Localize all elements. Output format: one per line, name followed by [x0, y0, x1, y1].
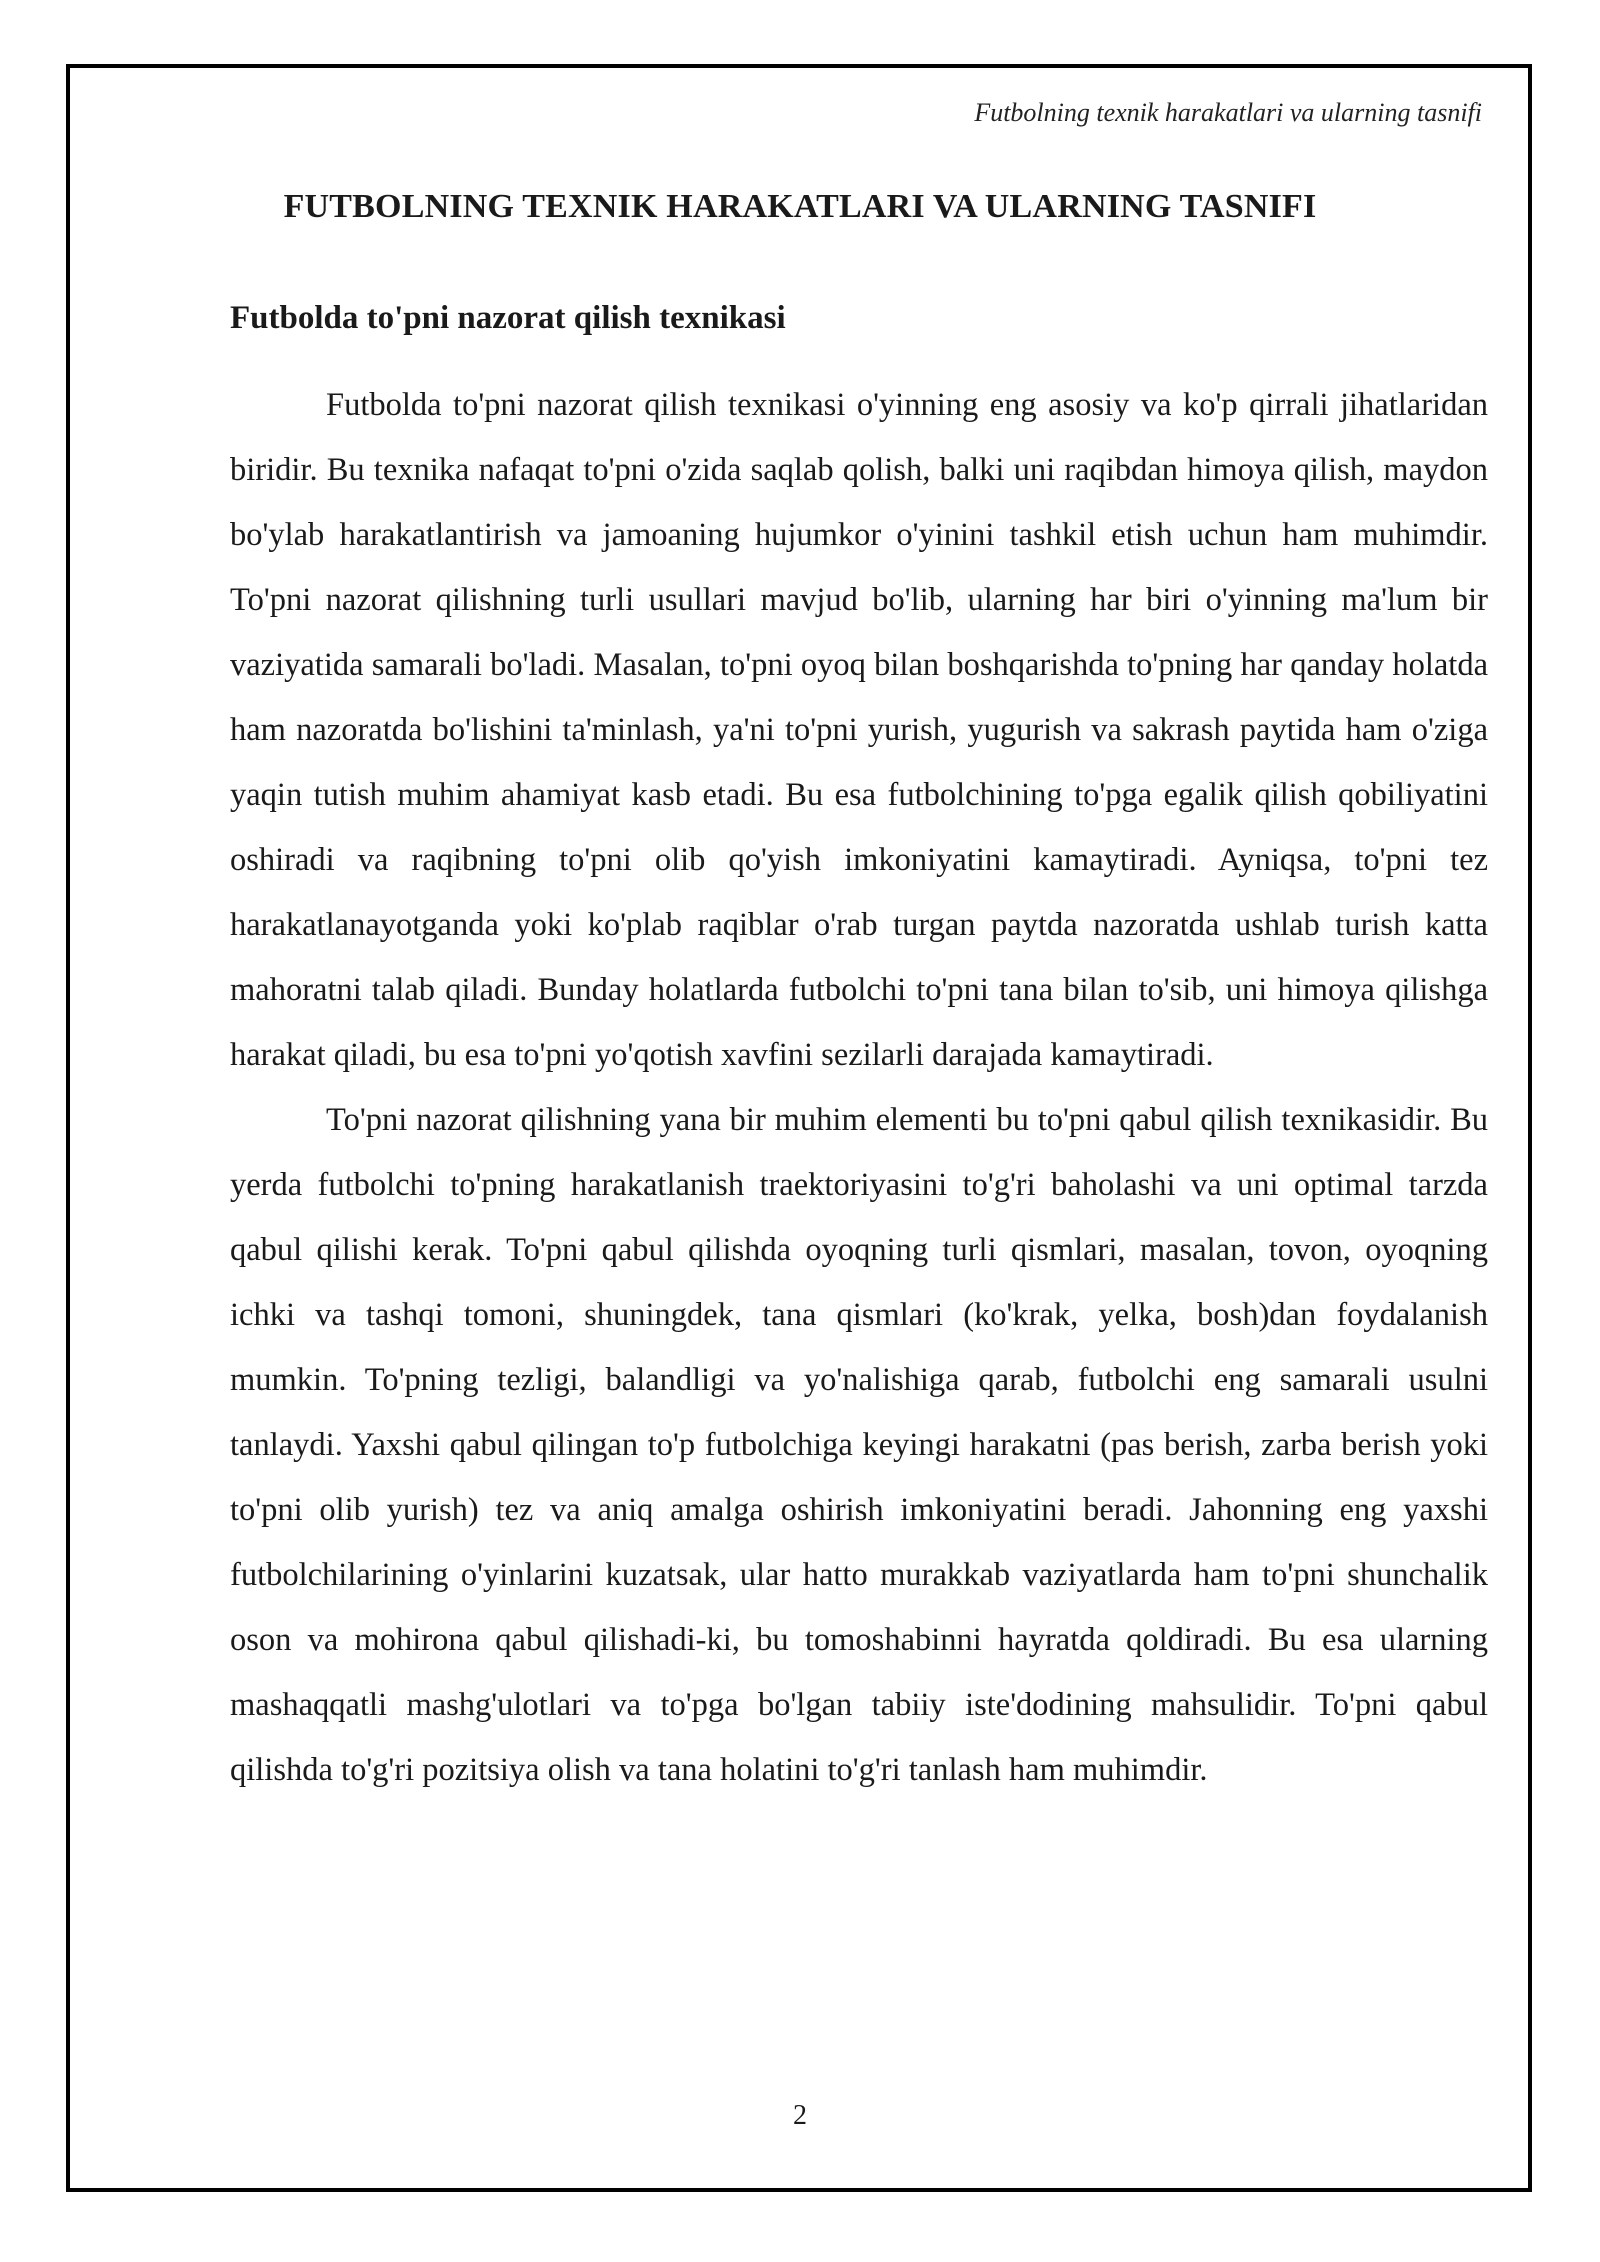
document-title: FUTBOLNING TEXNIK HARAKATLARI VA ULARNING TASNIFI — [283, 188, 1317, 225]
paragraph: Futbolda to'pni nazorat qilish texnikasi o'yinning eng asosiy va ko'p qirrali jihatlaridan biridir. Bu texnika nafaqat to'pni o'zida saqlab qolish, balki uni raqibdan himoya qilish, maydon bo'ylab harakatlantirish va jamoaning hujumkor o'yinini tashkil etish uchun ham muhimdir. To'pni nazorat qilishning turli usullari mavjud bo'lib, ularning har biri o'yinning ma'lum bir vaziyatida samarali bo'ladi. Masalan, to'pni oyoq bilan boshqarishda to'pning har qanday holatda ham nazoratda bo'lishini ta'minlash, ya'ni to'pni yurish, yugurish va sakrash paytida ham o'ziga yaqin tutish muhim ahamiyat kasb etadi. Bu esa futbolchining to'pga egalik qilish qobiliyatini oshiradi va raqibning to'pni olib qo'yish imkoniyatini kamaytiradi. Ayniqsa, to'pni tez harakatlanayotganda yoki ko'plab raqiblar o'rab turgan paytda nazoratda ushlab turish katta mahoratni talab qiladi. Bunday holatlarda futbolchi to'pni tana bilan to'sib, uni himoya qilishga harakat qiladi, bu esa to'pni yo'qotish xavfini sezilarli darajada kamaytiradi. — [230, 387, 1488, 1073]
body-text — [230, 373, 1488, 1803]
paragraph: To'pni nazorat qilishning yana bir muhim elementi bu to'pni qabul qilish texnikasidir. Bu yerda futbolchi to'pning harakatlanish traektoriyasini to'g'ri baholashi va uni optimal tarzda qabul qilishi kerak. To'pni qabul qilishda oyoqning turli qismlari, masalan, tovon, oyoqning ichki va tashqi tomoni, shuningdek, tana qismlari (ko'krak, yelka, bosh)dan foydalanish mumkin. To'pning tezligi, balandligi va yo'nalishiga qarab, futbolchi eng samarali usulni tanlaydi. Yaxshi qabul qilingan to'p futbolchiga keyingi harakatni (pas berish, zarba berish yoki to'pni olib yurish) tez va aniq amalga oshirish imkoniyatini beradi. Jahonning eng yaxshi futbolchilarining o'yinlarini kuzatsak, ular hatto murakkab vaziyatlarda ham to'pni shunchalik oson va mohirona qabul qilishadi-ki, bu tomoshabinni hayratda qoldiradi. Bu esa ularning mashaqqatli mashg'ulotlari va to'pga bo'lgan tabiiy iste'dodining mahsulidir. To'pni qabul qilishda to'g'ri pozitsiya olish va tana holatini to'g'ri tanlash ham muhimdir. — [230, 1102, 1488, 1788]
page-number: 2 — [793, 2100, 807, 2131]
section-heading: Futbolda to'pni nazorat qilish texnikasi — [230, 300, 786, 336]
running-header: Futbolning texnik harakatlari va ularning tasnifi — [974, 98, 1482, 127]
